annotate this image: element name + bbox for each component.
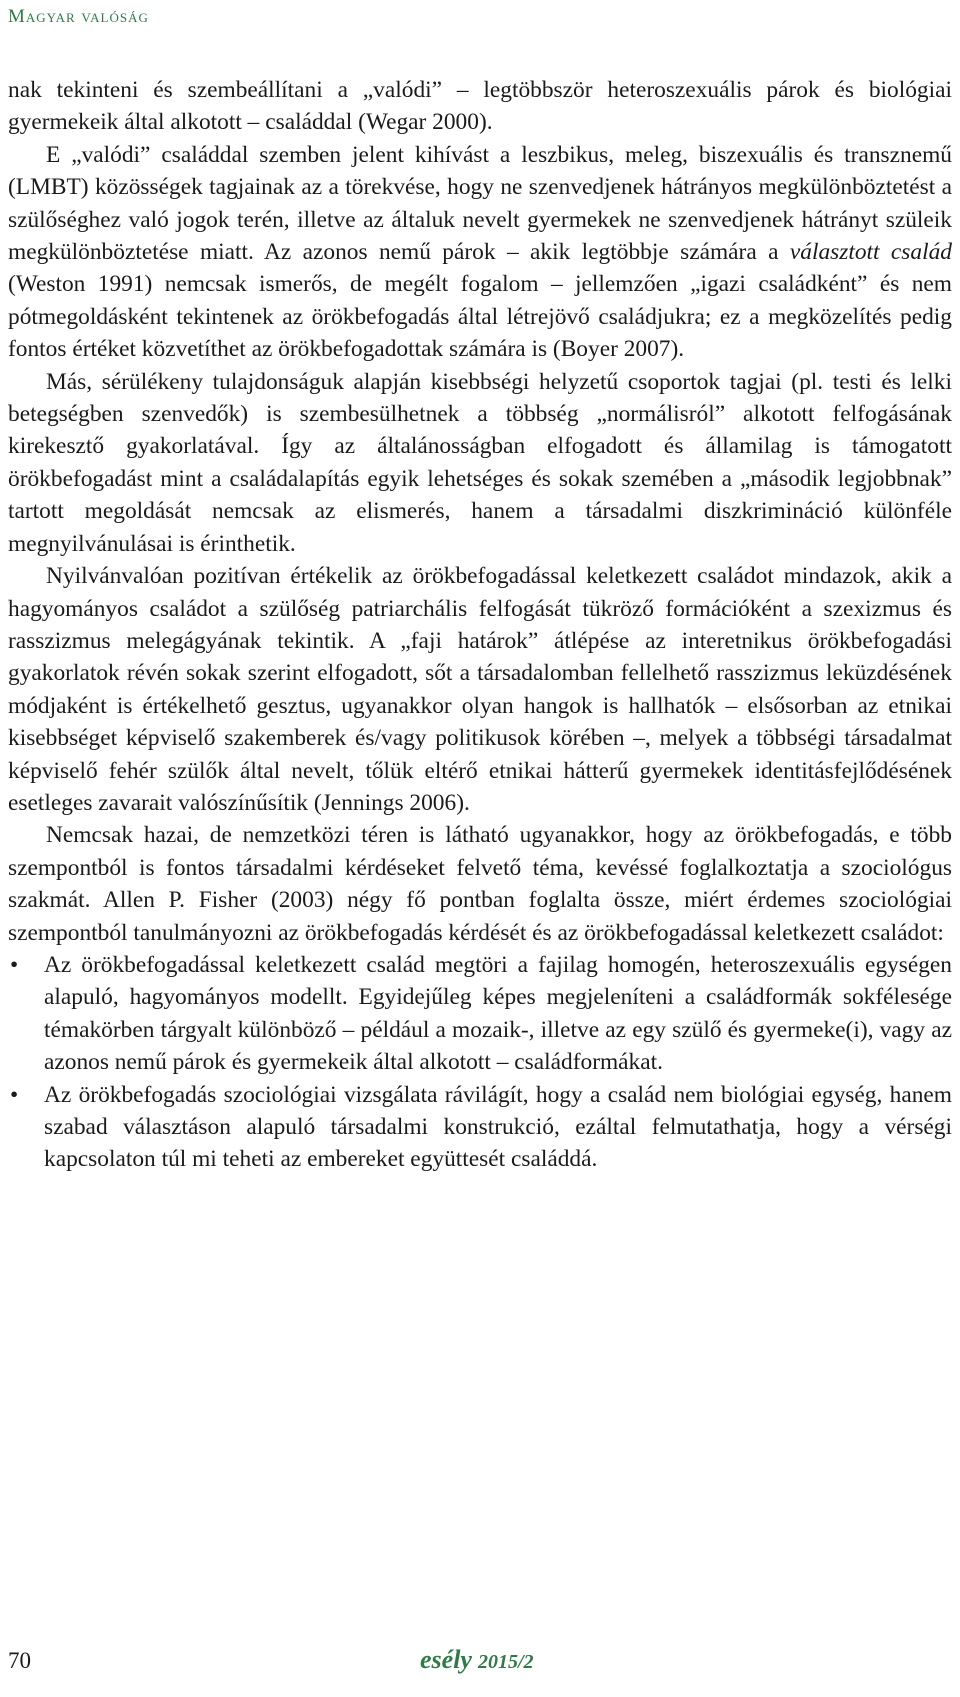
paragraph-5: Nemcsak hazai, de nemzetközi téren is látható ugyanakkor, hogy az örökbefogadás, e több szempontból is fontos társadalmi kérdéseket felvető téma, kevéssé foglalkoztatja a szociológus szakmát. Allen P. Fisher (2003) négy fő pontban foglalta össze, miért érdemes szociológiai szempontból tanulmányozni az örökbefogadás kérdését és az örökbefogadással keletkezett családot: (8, 822, 952, 946)
paragraph-2 (8, 139, 952, 366)
page-number: 70 (8, 1648, 31, 1673)
list-item (8, 949, 952, 1079)
bullet-list (8, 949, 952, 1176)
bullet-icon: • (10, 951, 19, 978)
paragraph-2-part-a: E „valódi” családdal szemben jelent kihívást a leszbikus, meleg, biszexuális és transznemű (LMBT) közösségek tagjainak az a törekvése, hogy ne szenvedjenek hátrányos megkülönböztetést a szülőséghez való jogok terén, illetve az általuk nevelt gyermekek ne szenvedjenek hátrányt szüleik megkülönböztetése miatt. Az azonos nemű párok – akik legtöbbje számára a (8, 141, 952, 266)
running-head: Magyar valóság (8, 6, 149, 27)
paragraph-4: Nyilvánvalóan pozitívan értékelik az örökbefogadással keletkezett családot mindazok, akik a hagyományos családot a szülőség patriarchális felfogását tükröző formációként a szexizmus és rasszizmus melegágyának tekintik. A „faji határok” átlépése az interetnikus örökbefogadási gyakorlatok révén sokak szerint elfogadott, sőt a társadalomban fellelhető rasszizmus leküzdésének módjaként is értékelhető gesztus, ugyanakkor olyan hangok is hallhatók – elsősorban az etnikai kisebbséget képviselő szakemberek és/vagy politikusok körében –, melyek a többségi társadalmat képviselő fehér szülők által nevelt, tőlük eltérő etnikai hátterű gyermekek identitásfejlődésének esetleges zavarait valószínűsítik (Jennings 2006). (8, 563, 952, 816)
list-item (8, 1079, 952, 1176)
journal-issue: 2015/2 (477, 1651, 534, 1673)
body-text (8, 74, 952, 1176)
bullet-icon: • (10, 1081, 19, 1108)
paragraph-2-emphasis: választott család (789, 239, 952, 266)
journal-name: esély (420, 1645, 472, 1674)
list-item-text: Az örökbefogadás szociológiai vizsgálata rávilágít, hogy a család nem biológiai egység, hanem szabad választáson alapuló társadalmi konstrukció, ezáltal felmutathatja, hogy a vérségi kapcsolaton túl mi teheti az embereket együttesét családdá. (44, 1081, 952, 1173)
paragraph-1: nak tekinteni és szembeállítani a „valódi” – legtöbbször heteroszexuális párok és biológiai gyermekeik által alkotott – családdal (Wegar 2000). (8, 77, 952, 136)
list-item-text: Az örökbefogadással keletkezett család megtöri a fajilag homogén, heteroszexuális egységen alapuló, hagyományos modellt. Egyidejűleg képes megjeleníteni a családformák sokfélesége témakörben tárgyalt különböző – például a mozaik-, illetve az egy szülő és gyermeke(i), vagy az azonos nemű párok és gyermekeik által alkotott – családformákat. (44, 951, 952, 1076)
paragraph-2-part-b: (Weston 1991) nemcsak ismerős, de megélt fogalom – jellemzően „igazi családként” és nem pótmegoldásként tekintenek az örökbefogadás által létrejövő családjukra; ez a megközelítés pedig fontos értéket közvetíthet az örökbefogadottak számára is (Boyer 2007). (8, 271, 952, 363)
journal-footer (420, 1645, 534, 1675)
paragraph-3: Más, sérülékeny tulajdonságuk alapján kisebbségi helyzetű csoportok tagjai (pl. testi és lelki betegségben szenvedők) is szembesülhetnek a többség „normálisról” alkotott felfogásának kirekesztő gyakorlatával. Így az általánosságban elfogadott és államilag is támogatott örökbefogadást mint a családalapítás egyik lehetséges és sokak szemében a „második legjobbnak” tartott megoldását nemcsak az elismerés, hanem a társadalmi diszkrimináció különféle megnyilvánulásai is érinthetik. (8, 368, 952, 557)
